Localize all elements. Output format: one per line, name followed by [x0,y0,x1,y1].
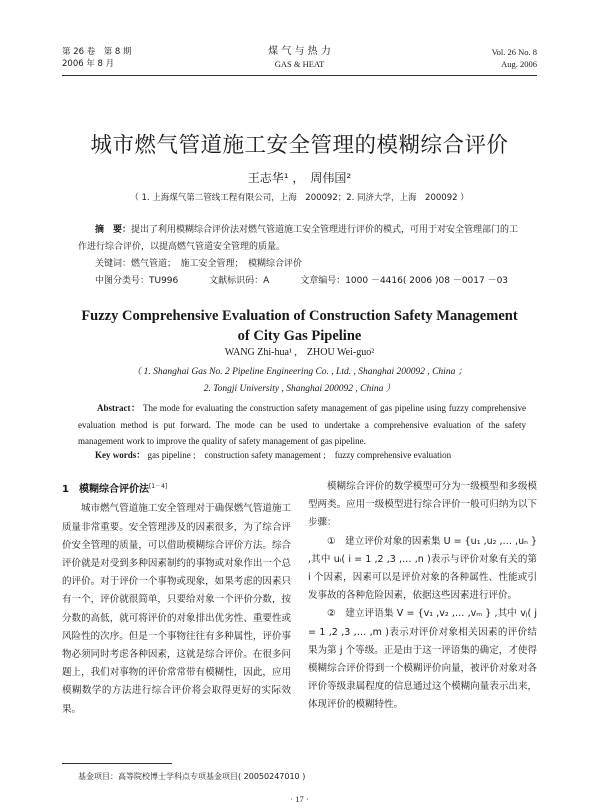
abstract-en [78,400,526,450]
model-intro-paragraph: 模糊综合评价的数学模型可分为一级模型和多级模型两类。应用一级模型进行综合评价一般可归纳为以下步骤： [308,481,537,529]
keywords-en-text: gas pipeline ; construction safety management ; fuzzy comprehensive evaluation [147,450,452,460]
header-journal-en: GAS & HEAT [274,59,325,69]
header-journal-cn: 煤 气 与 热 力 [268,46,331,57]
affiliation-en-line2: 2. Tongji University , Shanghai 200092 , China ） [203,384,396,394]
header-divider [62,75,537,76]
abstract-cn [78,222,526,256]
document-code: 文献标识码：A [209,276,270,286]
step-1-paragraph: ① 建立评价对象的因素集 U = {u₁ ,u₂ ,… ,uₙ } ,其中 uᵢ( i = 1 ,2 ,3 ,… ,n )表示与评价对象有关的第 i 个因素，因素可以是评价对象的各种属性、性能或引发事故的各种危险因素，依据这些因素进行评价。 [308,535,537,602]
header-volume-issue-en [492,46,537,70]
section-1-paragraph: 城市燃气管道施工安全管理对于确保燃气管道施工质量非常重要。安全管理涉及的因素很多，为了综合评价安全管理的质量，可以借助模糊综合评价方法。综合评价就是对受到多种因素制约的事物或对象作出一个总的评价。对于评价一个事物或现象，如果考虑的因素只有一个，评价就很简单，只要给对象一个评价分数，按分数的高低，就可将评价的对象排出优劣性、重要性或风险性的次序。但是一个事物往往有多种属性，评价事物必须同时考虑各种因素，这就是综合评价。在很多问题上，我们对事物的评价常常带有模糊性，因此，应用模糊数学的方法进行综合评价将会取得更好的实际效果。 [62,503,291,715]
paper-title-en [0,306,599,346]
footnote-divider [62,763,172,764]
header-date-en: Aug. 2006 [501,59,537,69]
section-1-title: 1 模糊综合评价法 [62,484,149,496]
body-column-left [62,478,291,719]
header-volume-cn: 第 26 卷 第 8 期 [62,47,132,57]
clc-number: 中图分类号：TU996 [95,276,179,286]
header-volume-en: Vol. 26 No. 8 [491,47,537,57]
classification-line [95,273,508,290]
abstract-cn-text: 提出了利用模糊综合评价法对燃气管道施工安全管理进行评价的模式，可用于对安全管理部门的工作进行综合评价，以提高燃气管道安全管理的质量。 [78,225,519,252]
article-number: 文章编号：1000 －4416( 2006 )08 －0017 －03 [300,276,509,286]
keywords-cn [95,256,302,273]
funding-footnote: 基金项目：高等院校博士学科点专项基金项目( 20050247010 ) [78,772,306,781]
keywords-en [95,448,451,462]
step-2-paragraph: ② 建立评语集 V = {v₁ ,v₂ ,… ,vₘ } ,其中 vⱼ( j = 1 ,2 ,3 ,… ,m )表示对评价对象相关因素的评价结果为第 j 个等级。正是由于这一评语集的确定，才使得模糊综合评价得到一个模糊评价向量，被评价对象对各评价等级隶属程度的信息通过这个模糊向量表示出来，体现评价的模糊特性。 [308,608,537,711]
keywords-en-label: Key words： [95,450,146,460]
affiliation-en [0,364,599,398]
section-1-heading [62,478,291,499]
paper-title-cn: 城市燃气管道施工安全管理的模糊综合评价 [90,133,509,158]
abstract-en-text: The mode for evaluating the construction safety management of gas pipeline using fuzzy comprehensive evaluation method is put forward. The mode can be used to undertake a comprehensive evaluation of the safety management work to improve the quality of safety management of gas pipeline. [78,403,526,446]
page-number: · 17 · [290,794,309,804]
header-date-cn: 2006 年 8 月 [62,59,115,69]
affiliation-cn: （ 1. 上海煤气第二管线工程有限公司，上海 200092；2. 同济大学，上海 200092 ） [130,193,469,203]
authors-en: WANG Zhi-hua¹ , ZHOU Wei-guo² [224,347,375,358]
affiliation-en-line1: （ 1. Shanghai Gas No. 2 Pipeline Engineering Co. , Ltd. , Shanghai 200092 , China ； [131,367,468,377]
section-1-citation: [1－4] [148,483,168,490]
abstract-cn-label: 摘 要： [95,225,132,235]
keywords-cn-text: 燃气管道； 施工安全管理； 模糊综合评价 [131,259,303,269]
authors-cn: 王志华¹ ， 周伟国² [247,171,352,185]
keywords-cn-label: 关键词： [95,259,132,269]
paper-title-en-line1: Fuzzy Comprehensive Evaluation of Construction Safety Management [81,308,518,324]
paper-title-en-line2: of City Gas Pipeline [237,328,362,344]
abstract-en-label: Abstract： [97,403,141,413]
body-column-right [308,478,537,715]
